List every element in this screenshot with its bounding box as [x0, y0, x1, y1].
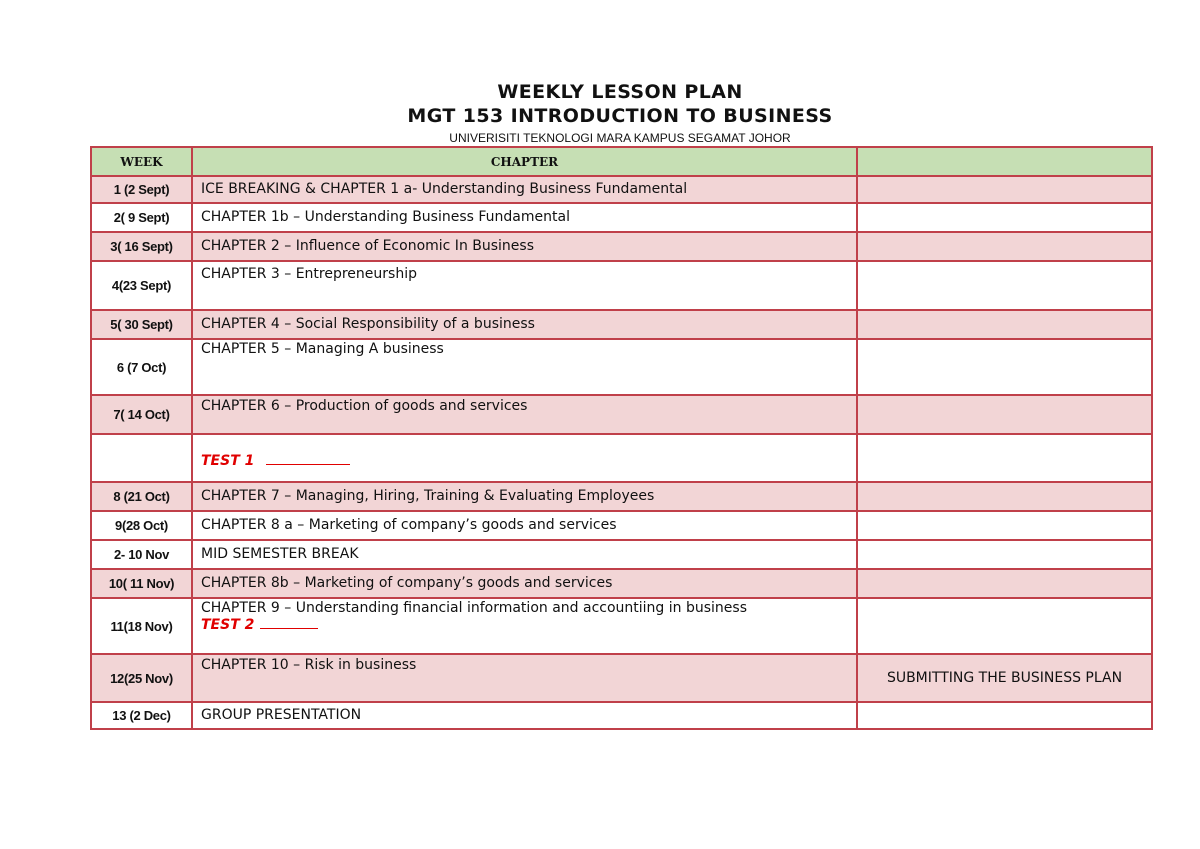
- notes-cell: [857, 232, 1152, 261]
- test-label: TEST 2: [201, 617, 255, 633]
- table-row: [91, 702, 1152, 729]
- notes-cell: [857, 434, 1152, 482]
- chapter-cell: [192, 434, 857, 482]
- table-row: [91, 511, 1152, 540]
- test-blank-line: [260, 618, 318, 629]
- week-cell: 8 (21 Oct): [91, 482, 192, 511]
- week-cell: [91, 434, 192, 482]
- table-row: [91, 232, 1152, 261]
- notes-cell: [857, 176, 1152, 203]
- week-cell: 1 (2 Sept): [91, 176, 192, 203]
- course-title: MGT 153 INTRODUCTION TO BUSINESS: [407, 105, 833, 127]
- chapter-cell: GROUP PRESENTATION: [192, 702, 857, 729]
- table-row-test-1: [91, 434, 1152, 482]
- institution-name: UNIVERISITI TEKNOLOGI MARA KAMPUS SEGAMAT JOHOR: [449, 131, 791, 145]
- table-row: [91, 261, 1152, 310]
- notes-cell: SUBMITTING THE BUSINESS PLAN: [857, 654, 1152, 702]
- week-cell: 11(18 Nov): [91, 598, 192, 654]
- column-header-week: WEEK: [91, 147, 192, 176]
- table-row: [91, 203, 1152, 232]
- chapter-cell: CHAPTER 2 – Influence of Economic In Business: [192, 232, 857, 261]
- notes-cell: [857, 203, 1152, 232]
- notes-cell: [857, 598, 1152, 654]
- week-cell: 2( 9 Sept): [91, 203, 192, 232]
- document-header: [0, 80, 1200, 145]
- chapter-cell: CHAPTER 10 – Risk in business: [192, 654, 857, 702]
- table-row: [91, 339, 1152, 395]
- chapter-cell: CHAPTER 6 – Production of goods and services: [192, 395, 857, 434]
- lesson-plan-table: [90, 146, 1153, 730]
- chapter-cell: CHAPTER 7 – Managing, Hiring, Training & Evaluating Employees: [192, 482, 857, 511]
- table-row: [91, 482, 1152, 511]
- table-row: [91, 176, 1152, 203]
- column-header-notes: [857, 147, 1152, 176]
- chapter-text: CHAPTER 9 – Understanding financial information and accountiing in business: [201, 600, 747, 616]
- chapter-cell: MID SEMESTER BREAK: [192, 540, 857, 569]
- notes-cell: [857, 540, 1152, 569]
- table-row: [91, 654, 1152, 702]
- table-row: [91, 540, 1152, 569]
- notes-cell: [857, 702, 1152, 729]
- notes-cell: [857, 569, 1152, 598]
- week-cell: 7( 14 Oct): [91, 395, 192, 434]
- chapter-cell: CHAPTER 1b – Understanding Business Fundamental: [192, 203, 857, 232]
- chapter-cell: CHAPTER 3 – Entrepreneurship: [192, 261, 857, 310]
- table-row-test-2: [91, 598, 1152, 654]
- week-cell: 2- 10 Nov: [91, 540, 192, 569]
- week-cell: 10( 11 Nov): [91, 569, 192, 598]
- chapter-cell: CHAPTER 8 a – Marketing of company’s goods and services: [192, 511, 857, 540]
- week-cell: 13 (2 Dec): [91, 702, 192, 729]
- table-row: [91, 310, 1152, 339]
- notes-cell: [857, 310, 1152, 339]
- notes-cell: [857, 261, 1152, 310]
- chapter-cell: CHAPTER 5 – Managing A business: [192, 339, 857, 395]
- table-header-row: [91, 147, 1152, 176]
- notes-cell: [857, 339, 1152, 395]
- week-cell: 9(28 Oct): [91, 511, 192, 540]
- week-cell: 3( 16 Sept): [91, 232, 192, 261]
- table-row: [91, 395, 1152, 434]
- notes-cell: [857, 482, 1152, 511]
- page-title: WEEKLY LESSON PLAN: [497, 81, 743, 103]
- table-row: [91, 569, 1152, 598]
- week-cell: 12(25 Nov): [91, 654, 192, 702]
- chapter-cell: [192, 598, 857, 654]
- test-blank-line: [266, 454, 350, 465]
- week-cell: 4(23 Sept): [91, 261, 192, 310]
- column-header-chapter: CHAPTER: [192, 147, 857, 176]
- notes-cell: [857, 511, 1152, 540]
- week-cell: 5( 30 Sept): [91, 310, 192, 339]
- notes-cell: [857, 395, 1152, 434]
- chapter-cell: CHAPTER 8b – Marketing of company’s goods and services: [192, 569, 857, 598]
- chapter-cell: ICE BREAKING & CHAPTER 1 a- Understanding Business Fundamental: [192, 176, 857, 203]
- chapter-cell: CHAPTER 4 – Social Responsibility of a business: [192, 310, 857, 339]
- test-label: TEST 1: [201, 452, 255, 469]
- week-cell: 6 (7 Oct): [91, 339, 192, 395]
